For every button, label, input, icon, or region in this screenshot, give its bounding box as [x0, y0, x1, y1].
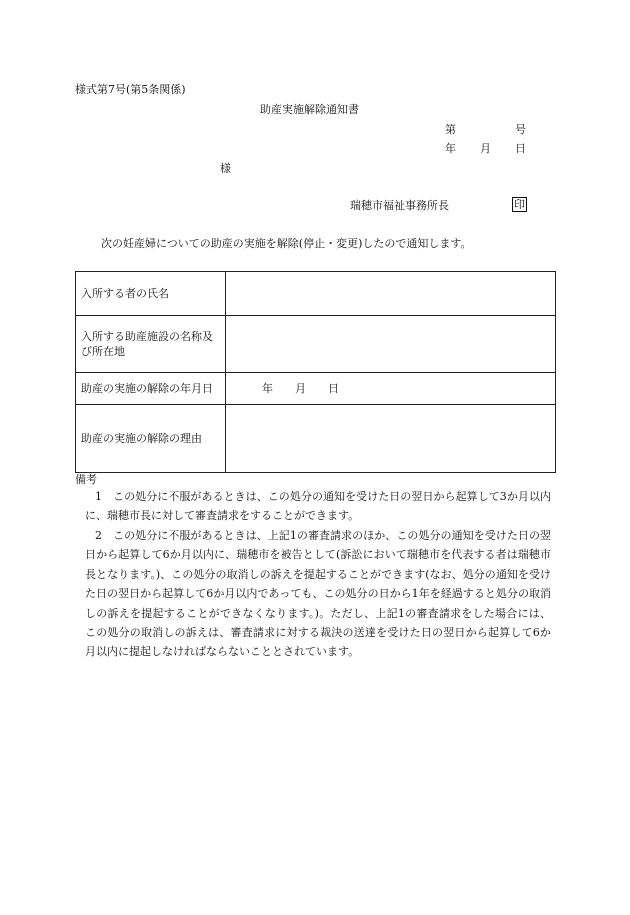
document-number-prefix: 第: [445, 123, 456, 136]
issuer-name: 瑞穂市福祉事務所長: [350, 199, 449, 212]
note-number: 1: [95, 490, 102, 503]
intro-statement: 次の妊産婦についての助産の実施を解除(停止・変更)したので通知します。: [101, 237, 472, 250]
table-row: [76, 272, 556, 316]
row-value-facility: [226, 316, 556, 373]
termination-date-month: 月: [295, 382, 306, 395]
row-value-reason: [226, 405, 556, 473]
note-text: この処分に不服があるときは、上記1の審査請求のほか、この処分の通知を受けた日の翌日から起算して6か月以内に、瑞穂市を被告として(訴訟において瑞穂市を代表する者は瑞穂市長となります。)、この処分の取消しの訴えを提起することができます(なお、処分の通知を受けた日の翌日から起算して6か月以内であっても、この処分の日から1年を経過すると処分の取消しの訴えを提起することができなくなります。)。ただし、上記1の審査請求をした場合には、この処分の取消しの訴えは、審査請求に対する裁決の送達を受けた日の翌日から起算して6か月以内に提起しなければならないこととされています。: [85, 529, 551, 659]
termination-date-year: 年: [262, 382, 273, 395]
document-title: 助産実施解除通知書: [260, 103, 359, 116]
issue-date-month: 月: [480, 142, 491, 155]
row-label-facility: 入所する助産施設の名称及び所在地: [76, 316, 226, 373]
note-text: この処分に不服があるときは、この処分の通知を受けた日の翌日から起算して3か月以内に、瑞穂市長に対して審査請求をすることができます。: [85, 490, 551, 523]
seal-mark: 印: [514, 198, 525, 211]
row-value-resident-name: [226, 272, 556, 316]
note-number: 2: [95, 529, 102, 542]
recipient-honorific: 様: [220, 162, 231, 175]
row-label-reason: 助産の実施の解除の理由: [76, 405, 226, 473]
issue-date-year: 年: [445, 142, 456, 155]
row-value-termination-date: [226, 373, 556, 405]
table-row: [76, 316, 556, 373]
table-row: [76, 405, 556, 473]
details-table: [75, 271, 556, 473]
table-row: [76, 373, 556, 405]
row-label-resident-name: 入所する者の氏名: [76, 272, 226, 316]
notes-heading: 備考: [75, 473, 97, 486]
row-label-termination-date: 助産の実施の解除の年月日: [76, 373, 226, 405]
form-number: 様式第7号(第5条関係): [75, 83, 186, 96]
document-number-suffix: 号: [515, 123, 526, 136]
issue-date-day: 日: [515, 142, 526, 155]
note-item-2: [85, 526, 551, 662]
termination-date-day: 日: [328, 382, 339, 395]
note-item-1: [85, 487, 551, 526]
